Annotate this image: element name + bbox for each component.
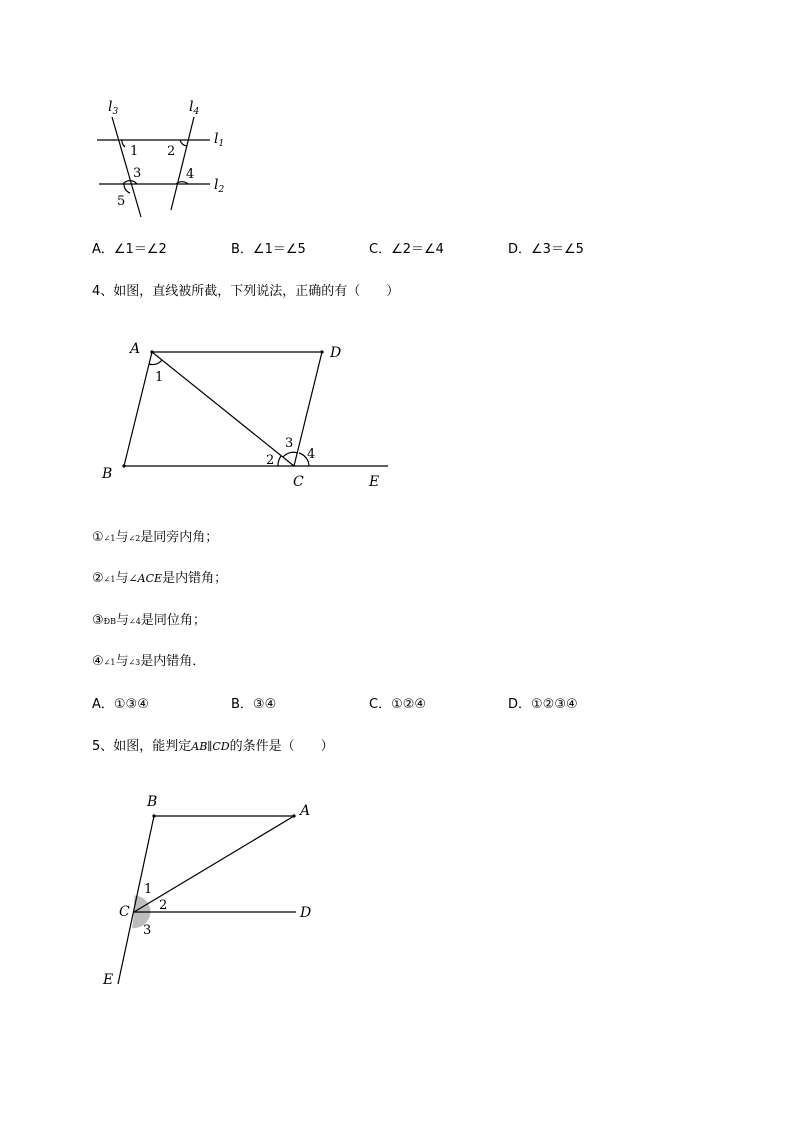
q4-option-b[interactable]: B．③④ [231,697,277,712]
label-B: B [147,794,158,810]
q4-stem: 4、如图，直线被所截，下列说法，正确的有（ ） [92,284,400,299]
q3-option-d[interactable]: D．∠3＝∠5 [508,242,584,257]
q4-statement-3: ③ÐB与∠4是同位角； [92,613,206,628]
label-A: A [300,803,311,819]
label-angle-3: 3 [133,166,142,181]
q4-statement-4: ④∠1与∠3是内错角． [92,654,206,669]
q3-option-c[interactable]: C．∠2＝∠4 [369,242,444,257]
label-angle-1: 1 [130,144,139,159]
label-angle-5: 5 [117,194,126,209]
label-D: D [330,345,342,361]
label-A: A [130,341,141,357]
arc-angle-5 [124,184,130,193]
label-angle-1: 1 [144,882,153,897]
line-BE [118,816,154,984]
arc-angle-3 [283,452,298,457]
label-angle-2: 2 [167,144,176,159]
label-E: E [103,972,114,988]
arc-angle-1 [122,140,125,147]
label-C: C [293,474,304,490]
q3-option-b[interactable]: B．∠1＝∠5 [231,242,306,257]
label-B: B [102,466,113,482]
q4-statement-1: ①∠1与∠2是同旁内角； [92,530,219,545]
q4-statement-2: ②∠1与∠ACE是内错角； [92,571,228,586]
figure-q5 [102,794,311,988]
q5-stem: 5、如图，能判定AB∥CD的条件是（ ） [92,739,334,754]
point-A [292,814,295,817]
label-angle-3: 3 [285,436,294,451]
label-l3: $l_3$ [108,99,119,117]
segment-AB [124,352,152,466]
label-E: E [369,474,380,490]
arc-angle-2 [180,140,187,146]
figure-q4 [101,341,388,490]
point-D [320,350,323,353]
label-C: C [119,904,130,920]
label-l4: $l_4$ [189,99,200,117]
label-l2: $l_2$ [214,177,225,195]
q4-option-a[interactable]: A．①③④ [92,697,149,712]
label-angle-4: 4 [307,447,316,462]
label-D: D [300,905,312,921]
arc-angle-1 [149,360,162,365]
q4-option-d[interactable]: D．①②③④ [508,697,578,712]
q4-option-c[interactable]: C．①②④ [369,697,427,712]
label-angle-1: 1 [155,370,164,385]
q3-option-a[interactable]: A．∠1＝∠2 [92,242,167,257]
line-l4 [171,117,194,210]
label-l1: $l_1$ [214,131,225,149]
label-angle-3: 3 [143,923,152,938]
segment-AC [152,352,294,466]
label-angle-2: 2 [159,898,168,913]
label-angle-2: 2 [266,453,275,468]
label-angle-4: 4 [186,167,195,182]
point-B [152,814,155,817]
point-A [150,350,153,353]
q5-stem-math: AB∥CD [191,740,230,753]
arc-angle-2 [278,456,281,466]
point-B [122,464,125,467]
segment-CA [134,816,294,912]
